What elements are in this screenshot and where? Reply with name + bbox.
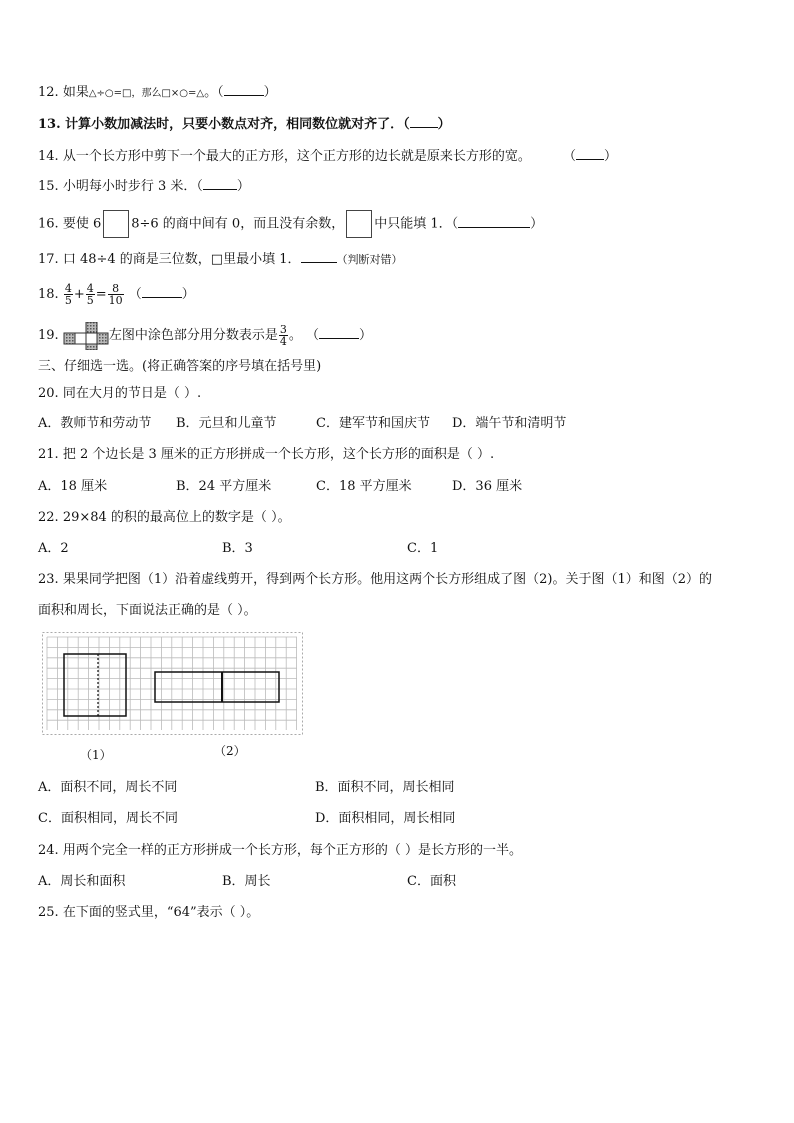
question-16: 16. 要使 6 8÷6 的商中间有 0，而且没有余数， 中只能填 1．（ ）: [38, 210, 543, 238]
option-a[interactable]: A．面积不同，周长不同: [38, 780, 178, 795]
answer-blank[interactable]: [319, 324, 359, 339]
fraction: $\frac{3}{4}$: [279, 323, 287, 348]
question-24: 24. 用两个完全一样的正方形拼成一个长方形，每个正方形的（ ）是长方形的一半。: [38, 843, 522, 858]
question-25: 25. 在下面的竖式里，“64”表示（ ）。: [38, 905, 260, 920]
section-3-title: 三、仔细选一选。(将正确答案的序号填在括号里): [38, 359, 322, 374]
fraction: $\frac{4}{5}$: [86, 282, 94, 307]
grid-figure: [42, 632, 304, 736]
option-b[interactable]: B．24 平方厘米: [176, 479, 272, 494]
answer-blank[interactable]: [410, 113, 438, 128]
answer-blank[interactable]: [576, 145, 604, 160]
option-d[interactable]: D．端午节和清明节: [452, 416, 567, 431]
option-c[interactable]: C．1: [407, 541, 439, 556]
question-20: 20. 同在大月的节日是（ ）.: [38, 386, 202, 401]
option-b[interactable]: B．3: [222, 541, 253, 556]
option-b[interactable]: B．周长: [222, 874, 271, 889]
option-c[interactable]: C．建军节和国庆节: [316, 416, 430, 431]
answer-blank[interactable]: [301, 248, 337, 263]
question-23: 23. 果果同学把图（1）沿着虚线剪开，得到两个长方形。他用这两个长方形组成了图（2)。关于图（1）和图（2）的: [38, 572, 712, 587]
fraction: $\frac{8}{10}$: [108, 282, 123, 307]
answer-blank[interactable]: [224, 81, 264, 96]
option-d[interactable]: D．36 厘米: [452, 479, 523, 494]
option-c[interactable]: C．18 平方厘米: [316, 479, 412, 494]
fraction: $\frac{4}{5}$: [64, 282, 72, 307]
answer-blank[interactable]: [142, 283, 182, 298]
answer-blank[interactable]: [203, 175, 237, 190]
option-c[interactable]: C．面积: [407, 874, 456, 889]
question-15: 15. 小明每小时步行 3 米．（ ）: [38, 175, 250, 197]
option-a[interactable]: A．周长和面积: [38, 874, 126, 889]
digit-box[interactable]: [346, 210, 372, 238]
question-13: 13. 计算小数加减法时，只要小数点对齐，相同数位就对齐了．（ ）: [38, 113, 451, 135]
question-18: 18. $\frac{4}{5}$ + $\frac{4}{5}$ = $\frac{8}{10}$ （ ）: [38, 282, 195, 307]
question-19: 19. 左图中涂色部分用分数表示是 $\frac{3}{4}$ 。 （ ）: [38, 323, 372, 348]
question-14: 14. 从一个长方形中剪下一个最大的正方形，这个正方形的边长就是原来长方形的宽。 （ ）: [38, 145, 617, 167]
option-b[interactable]: B．面积不同，周长相同: [315, 780, 455, 795]
question-12: 12. 如果△÷○=□，那么□×○=△。（ ）: [38, 81, 277, 104]
figure-1-caption: （1）: [80, 748, 112, 762]
option-a[interactable]: A．18 厘米: [38, 479, 108, 494]
question-22: 22. 29×84 的积的最高位上的数字是（ ）。: [38, 510, 291, 525]
question-21: 21. 把 2 个边长是 3 厘米的正方形拼成一个长方形，这个长方形的面积是（ ）.: [38, 447, 495, 462]
option-d[interactable]: D．面积相同，周长相同: [315, 811, 456, 826]
answer-blank[interactable]: [458, 213, 530, 228]
question-23-line2: 面积和周长，下面说法正确的是（ ）。: [38, 603, 257, 618]
question-17: 17. 口 48÷4 的商是三位数，□里最小填 1． （判断对错）: [38, 248, 403, 270]
option-a[interactable]: A．教师节和劳动节: [38, 416, 152, 431]
option-c[interactable]: C．面积相同，周长不同: [38, 811, 178, 826]
option-a[interactable]: A．2: [38, 541, 69, 556]
figure-2-caption: （2）: [214, 744, 246, 758]
digit-box[interactable]: [103, 210, 129, 238]
shaded-squares-figure: [63, 322, 109, 350]
option-b[interactable]: B．元旦和儿童节: [176, 416, 277, 431]
